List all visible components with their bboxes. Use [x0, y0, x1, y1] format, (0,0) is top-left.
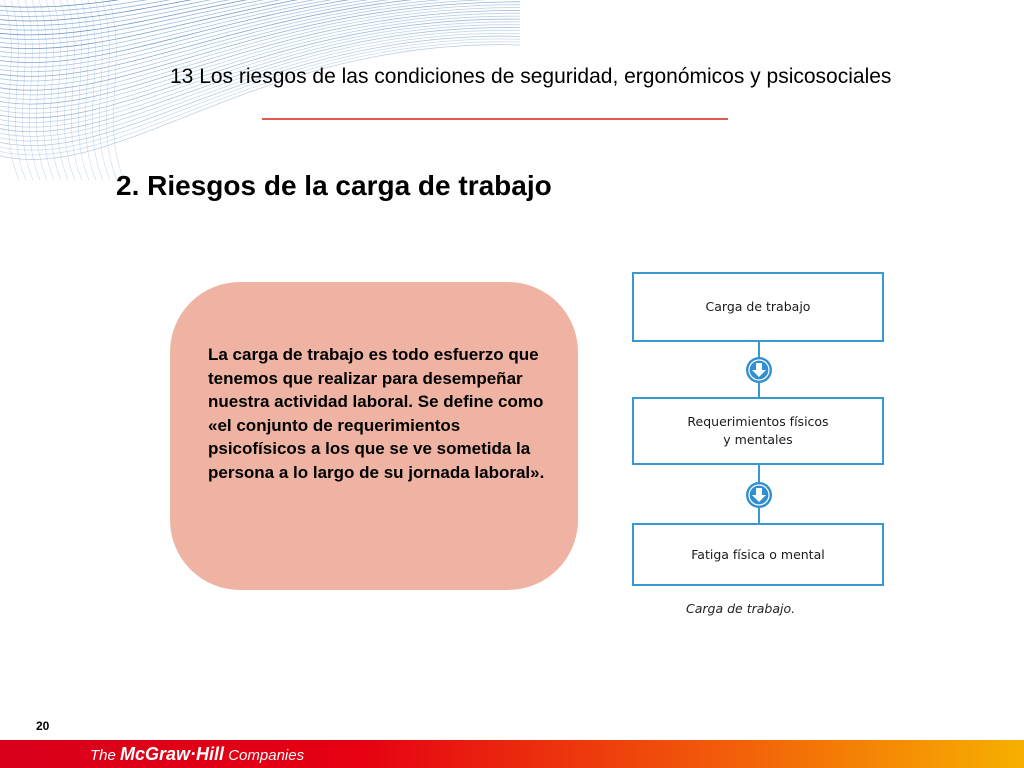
flow-box-label: Fatiga física o mental [691, 546, 825, 562]
chapter-title-underline [262, 118, 728, 120]
diagram-caption: Carga de trabajo. [686, 601, 796, 616]
logo-prefix: The [90, 747, 121, 764]
logo-brand: McGraw·Hill [120, 744, 225, 764]
flow-box-workload [632, 272, 884, 342]
page-number: 20 [36, 719, 50, 733]
chapter-title: 13 Los riesgos de las condiciones de seguridad, ergonómicos y psicosociales [170, 65, 892, 88]
down-arrow-badge-icon [745, 356, 773, 384]
logo-suffix: Companies [224, 747, 305, 764]
section-heading: 2. Riesgos de la carga de trabajo [116, 170, 552, 201]
publisher-logo [90, 744, 304, 766]
flow-box-label: Requerimientos físicos y mentales [687, 414, 829, 447]
definition-text: La carga de trabajo es todo esfuerzo que tenemos que realizar para desempeñar nuestra actividad laboral. Se define como «el conjunto de requerimientos psicofísicos a los que se ve sometida la persona a lo largo de su jornada laboral». [208, 345, 545, 482]
flow-box-requirements [632, 397, 884, 465]
down-arrow-badge-icon [745, 481, 773, 509]
flow-box-fatigue [632, 523, 884, 586]
footer-bar [0, 740, 1024, 768]
flow-box-label: Carga de trabajo [705, 299, 811, 314]
